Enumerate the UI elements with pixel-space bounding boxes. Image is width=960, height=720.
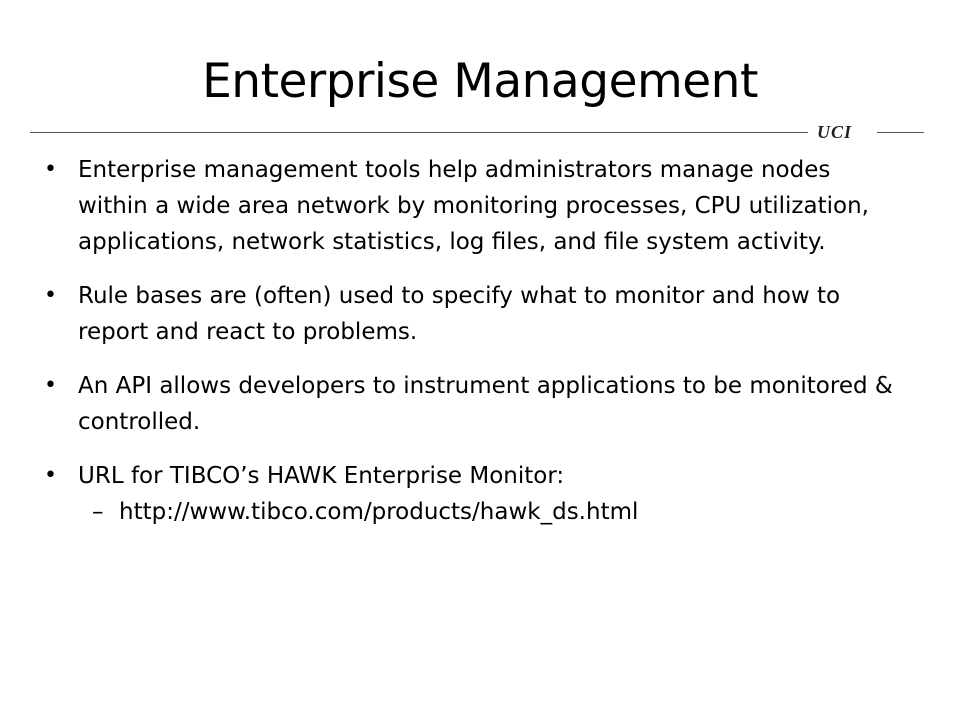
bullet-list (0, 152, 960, 530)
bullet-text: Enterprise management tools help administrators manage nodes within a wide area network by monitoring processes, CPU utilization, applications, network statistics, log files, and file system activity. (78, 157, 869, 255)
bullet-item-url (0, 458, 898, 494)
bullet-marker: • (44, 463, 57, 488)
bullet-marker: • (44, 283, 57, 308)
bullet-item-tools (0, 152, 898, 260)
bullet-marker: • (44, 373, 57, 398)
bullet-text: An API allows developers to instrument applications to be monitored & controlled. (78, 373, 893, 435)
bullet-text: URL for TIBCO’s HAWK Enterprise Monitor: (78, 463, 565, 489)
uci-logo: UCI (817, 122, 853, 142)
bullet-item-api (0, 368, 898, 440)
hawk-url-text: http://www.tibco.com/products/hawk_ds.html (119, 499, 639, 525)
sub-bullet-marker: – (92, 499, 104, 525)
bullet-item-rule-bases (0, 278, 898, 350)
bullet-marker: • (44, 157, 57, 182)
title-divider-right (877, 132, 924, 133)
slide-title: Enterprise Management (202, 54, 758, 109)
title-divider-left (30, 132, 808, 133)
bullet-text: Rule bases are (often) used to specify what to monitor and how to report and react to problems. (78, 283, 841, 345)
sub-bullet-item-url (0, 494, 899, 530)
